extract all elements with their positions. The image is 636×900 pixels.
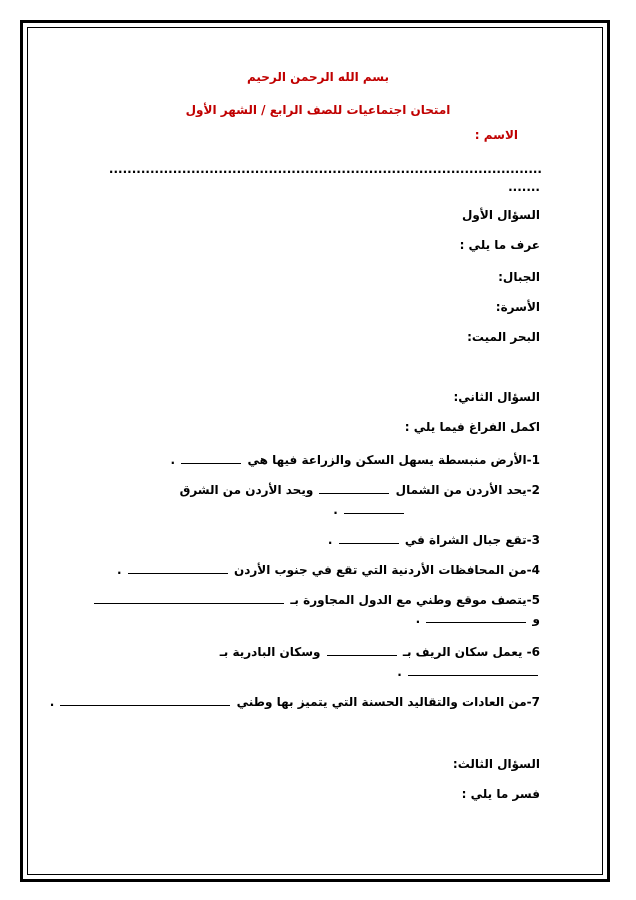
q2-item-6-text: 6- يعمل سكان الريف بـ [402, 645, 540, 659]
q2-item-6 [220, 645, 540, 659]
q2-item-1-blank[interactable] [181, 462, 241, 464]
q2-item-5-line-2 [416, 612, 540, 626]
basmala: بسم الله الرحمن الرحيم [246, 70, 390, 84]
q2-item-7-end: . [49, 695, 55, 709]
q2-item-6-end: . [397, 665, 402, 679]
q3-title: السؤال الثالث: [452, 757, 540, 771]
q2-item-4-end: . [117, 563, 122, 577]
q2-instruction: اكمل الفراغ فيما يلي : [404, 420, 540, 434]
q2-item-5-text-b: و [532, 612, 540, 626]
q1-item-mountains: الجبال: [498, 270, 540, 284]
q2-item-4-text: 4-من المحافظات الأردنية التي تقع في جنوب الأردن [233, 563, 540, 577]
q2-item-3 [328, 533, 540, 547]
name-dots-line: ............................................................................................... [108, 162, 542, 176]
q1-title: السؤال الأول [462, 208, 540, 222]
q2-item-7-blank[interactable] [60, 704, 230, 706]
q2-item-2-blank-2[interactable] [344, 512, 404, 514]
q2-item-5-text: 5-يتصف موقع وطني مع الدول المجاورة بـ [290, 593, 540, 607]
q2-item-2-text: 2-يحد الأردن من الشمال [395, 483, 540, 497]
q2-item-1-text: 1-الأرض منبسطة يسهل السكن والزراعة فيها هي [247, 453, 540, 467]
q2-item-3-text: 3-تقع جبال الشراة في [404, 533, 540, 547]
q1-instruction: عرف ما يلي : [459, 238, 540, 252]
q3-instruction: فسر ما يلي : [461, 787, 540, 801]
q2-item-5-end: . [415, 612, 421, 626]
q2-item-6-line-2 [397, 665, 540, 679]
page-border-inner [27, 27, 603, 875]
q2-item-2 [180, 483, 540, 497]
q2-item-6-blank-2[interactable] [408, 674, 538, 676]
q2-item-1-end: . [170, 453, 176, 467]
q2-item-6-blank-1[interactable] [327, 654, 397, 656]
q2-item-3-end: . [327, 533, 333, 547]
q2-item-6-text-b: وسكان البادرية بـ [219, 645, 321, 659]
q1-item-dead-sea: البحر الميت: [467, 330, 540, 344]
q2-item-5 [92, 593, 540, 607]
q2-item-5-blank-2[interactable] [426, 621, 526, 623]
q2-item-2-blank-1[interactable] [319, 492, 389, 494]
name-dots-line-2: ....... [508, 180, 540, 194]
q2-title: السؤال الثاني: [453, 390, 540, 404]
q2-item-1 [171, 453, 541, 467]
q2-item-5-blank-1[interactable] [94, 602, 284, 604]
q2-item-7 [50, 695, 540, 709]
q1-item-family: الأسرة: [495, 300, 540, 314]
q2-item-2-line-2 [333, 503, 406, 517]
exam-title: امتحان اجتماعيات للصف الرابع / الشهر الأول [185, 103, 451, 117]
name-label: الاسم : [474, 128, 518, 142]
q2-item-7-text: 7-من العادات والتقاليد الحسنة التي يتميز بها وطني [236, 695, 540, 709]
q2-item-3-blank[interactable] [339, 542, 399, 544]
q2-item-2-text-b: ويحد الأردن من الشرق [179, 483, 314, 497]
q2-item-2-end: . [333, 503, 338, 517]
q2-item-4-blank[interactable] [128, 572, 228, 574]
q2-item-4 [117, 563, 540, 577]
